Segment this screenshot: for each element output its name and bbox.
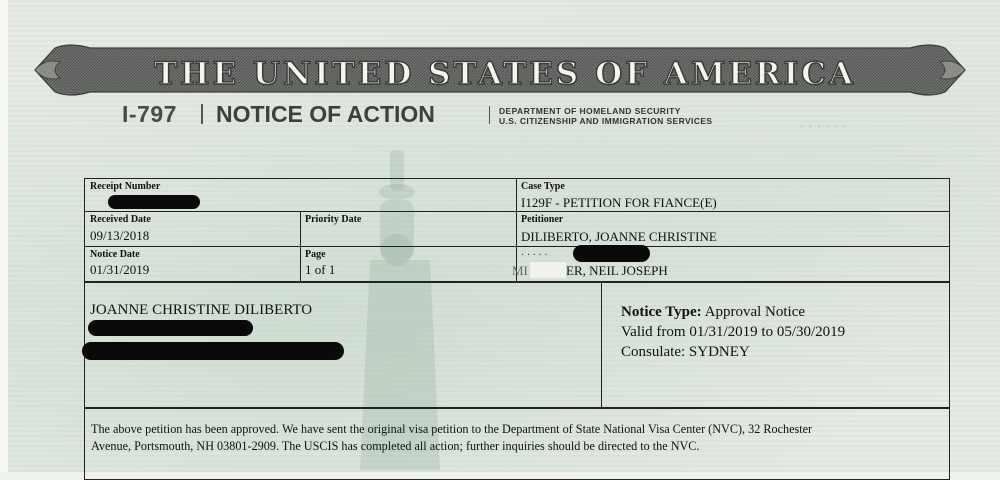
grid-line [516, 211, 950, 212]
message-line-2: Avenue, Portsmouth, NH 03801-2909. The USCIS has completed all action; further inquiries should be directed to the NVC. [91, 439, 700, 453]
case-type-value: I129F - PETITION FOR FIANCE(E) [521, 195, 717, 210]
redaction-address-line-1 [88, 320, 253, 336]
agency-block [499, 106, 713, 126]
form-id: I-797 [122, 101, 177, 127]
grid-divider [300, 211, 301, 281]
beneficiary-value: ER, NEIL JOSEPH [566, 263, 668, 278]
beneficiary-prefix: MI [512, 263, 528, 278]
watermark-text: · · · · · · [800, 118, 848, 134]
notice-date-value: 01/31/2019 [90, 262, 150, 277]
grid-divider [601, 282, 602, 408]
notice-type-line [621, 304, 805, 321]
page-value: 1 of 1 [305, 262, 336, 277]
redaction-beneficiary-top [573, 245, 650, 262]
received-date-label: Received Date [90, 214, 151, 225]
agency-separator [489, 106, 490, 124]
beneficiary-label-faint: · · · · · [521, 250, 548, 261]
form-name: NOTICE OF ACTION [216, 101, 435, 127]
scan-edge [0, 0, 8, 472]
redaction-address-line-2 [82, 342, 344, 360]
receipt-number-label: Receipt Number [90, 181, 161, 192]
received-date-value: 09/13/2018 [90, 228, 150, 243]
scan-smudge [530, 262, 566, 278]
notice-date-label: Notice Date [90, 249, 140, 260]
petitioner-value: DILIBERTO, JOANNE CHRISTINE [521, 229, 717, 244]
priority-date-label: Priority Date [305, 214, 362, 225]
redaction-receipt-number [108, 195, 200, 209]
page-label: Page [305, 249, 326, 260]
validity-period: Valid from 01/31/2019 to 05/30/2019 [621, 324, 846, 340]
notice-type-value: Approval Notice [704, 304, 806, 320]
form-separator [201, 104, 203, 124]
addressee-name: JOANNE CHRISTINE DILIBERTO [90, 302, 313, 318]
consulate-line: Consulate: SYDNEY [621, 344, 750, 360]
agency-line-2: U.S. CITIZENSHIP AND IMMIGRATION SERVICES [499, 116, 713, 126]
notice-type-label: Notice Type: [621, 304, 702, 320]
banner-title: THE UNITED STATES OF AMERICA [154, 56, 856, 92]
agency-line-1: DEPARTMENT OF HOMELAND SECURITY [499, 106, 681, 116]
case-type-label: Case Type [521, 181, 565, 192]
approval-message [91, 421, 911, 455]
petitioner-label: Petitioner [521, 214, 564, 225]
message-line-1: The above petition has been approved. We have sent the original visa petition to the Department of State National Visa Center (NVC), 32 Rochester [91, 422, 813, 436]
